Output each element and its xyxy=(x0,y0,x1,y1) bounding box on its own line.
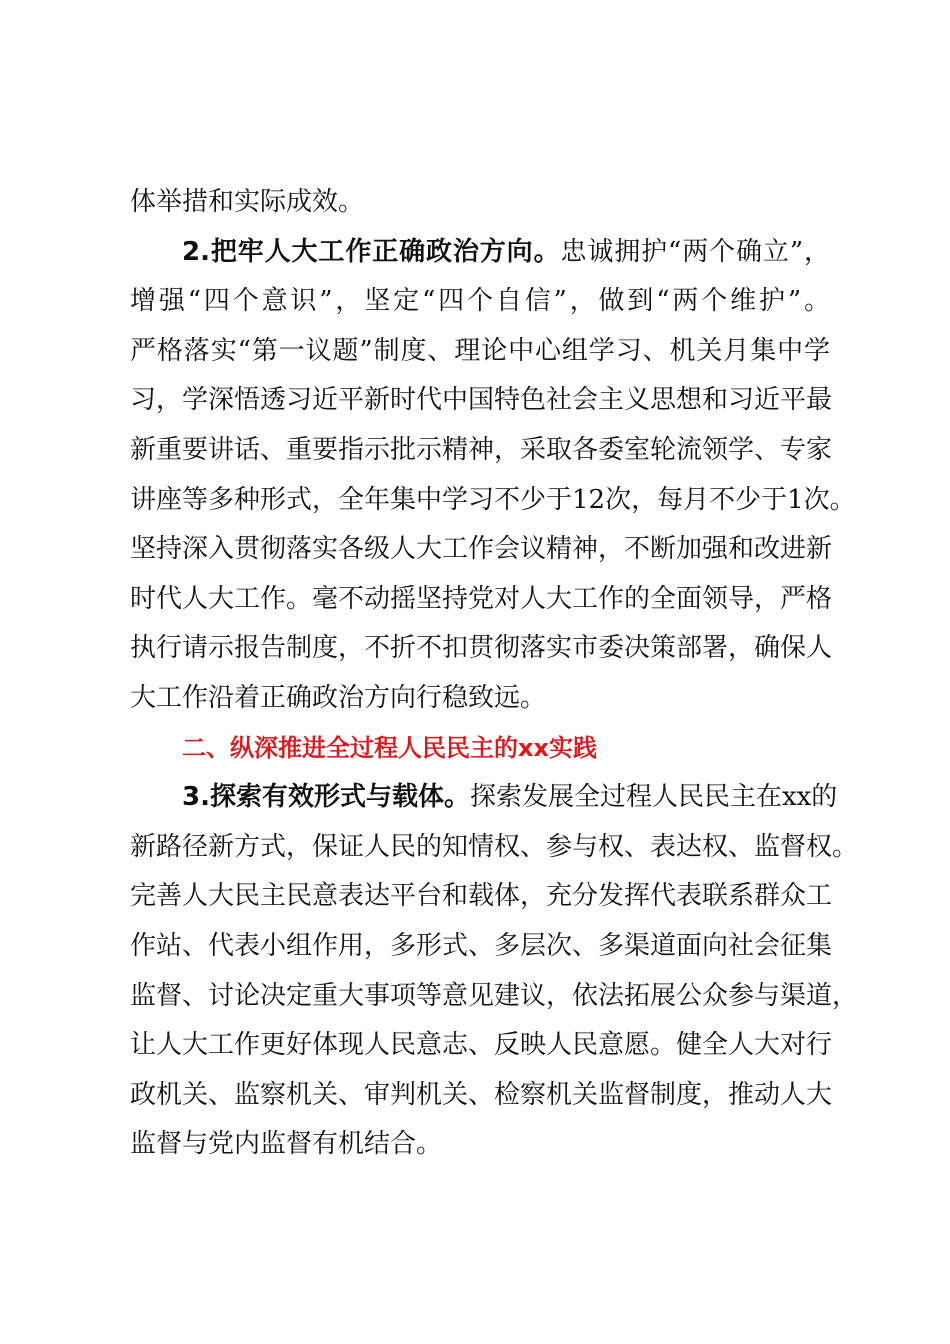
paragraph-2-line-9: 执行请示报告制度，不折不扣贯彻落实市委决策部署，确保人 xyxy=(130,633,833,664)
paragraph-2-line-7: 坚持深入贯彻落实各级人大工作会议精神，不断加强和改进新 xyxy=(130,534,833,565)
paragraph-2-line-8: 时代人大工作。毫不动摇坚持党对人大工作的全面领导，严格 xyxy=(130,583,833,614)
paragraph-2-line-2: 增强“四个意识”，坚定“四个自信”，做到“两个维护”。 xyxy=(130,286,830,317)
section-2-heading: 二、纵深推进全过程人民民主的xx实践 xyxy=(182,733,597,762)
paragraph-3-first-line xyxy=(130,773,838,823)
paragraph-3-line-5: 监督、讨论决定重大事项等意见建议，依法拓展公众参与渠道， xyxy=(130,980,859,1011)
paragraph-2-line-3: 严格落实“第一议题”制度、理论中心组学习、机关月集中学 xyxy=(130,335,830,366)
paragraph-1-line-1: 体举措和实际成效。 xyxy=(130,187,365,217)
paragraph-3-lead: 3.探索有效形式与载体。 xyxy=(182,782,470,813)
paragraph-2-line-5: 新重要讲话、重要指示批示精神，采取各委室轮流领学、专家 xyxy=(130,434,833,465)
paragraph-3-line-2: 新路径新方式，保证人民的知情权、参与权、表达权、监督权。 xyxy=(130,831,859,862)
paragraph-2-line-10: 大工作沿着正确政治方向行稳致远。 xyxy=(130,682,547,713)
paragraph-3-line-3: 完善人大民主民意表达平台和载体，充分发挥代表联系群众工 xyxy=(130,881,833,912)
document-page xyxy=(130,178,859,1170)
paragraph-2-first-rest: 忠诚拥护“两个确立”， xyxy=(560,236,831,267)
paragraph-3-line-6: 让人大工作更好体现人民意志、反映人民意愿。健全人大对行 xyxy=(130,1030,833,1061)
paragraph-2-line-6: 讲座等多种形式，全年集中学习不少于12次，每月不少于1次。 xyxy=(130,484,856,515)
paragraph-3-line-7: 政机关、监察机关、审判机关、检察机关监督制度，推动人大 xyxy=(130,1079,833,1110)
paragraph-3-line-8: 监督与党内监督有机结合。 xyxy=(130,1129,443,1160)
paragraph-2-lead: 2.把牢人大工作正确政治方向。 xyxy=(182,236,561,267)
paragraph-3-first-rest: 探索发展全过程人民民主在xx的 xyxy=(469,782,838,813)
paragraph-2-line-4: 习，学深悟透习近平新时代中国特色社会主义思想和习近平最 xyxy=(130,385,833,416)
paragraph-3-line-4: 作站、代表小组作用，多形式、多层次、多渠道面向社会征集 xyxy=(130,930,833,961)
paragraph-2-first-line xyxy=(130,228,830,278)
